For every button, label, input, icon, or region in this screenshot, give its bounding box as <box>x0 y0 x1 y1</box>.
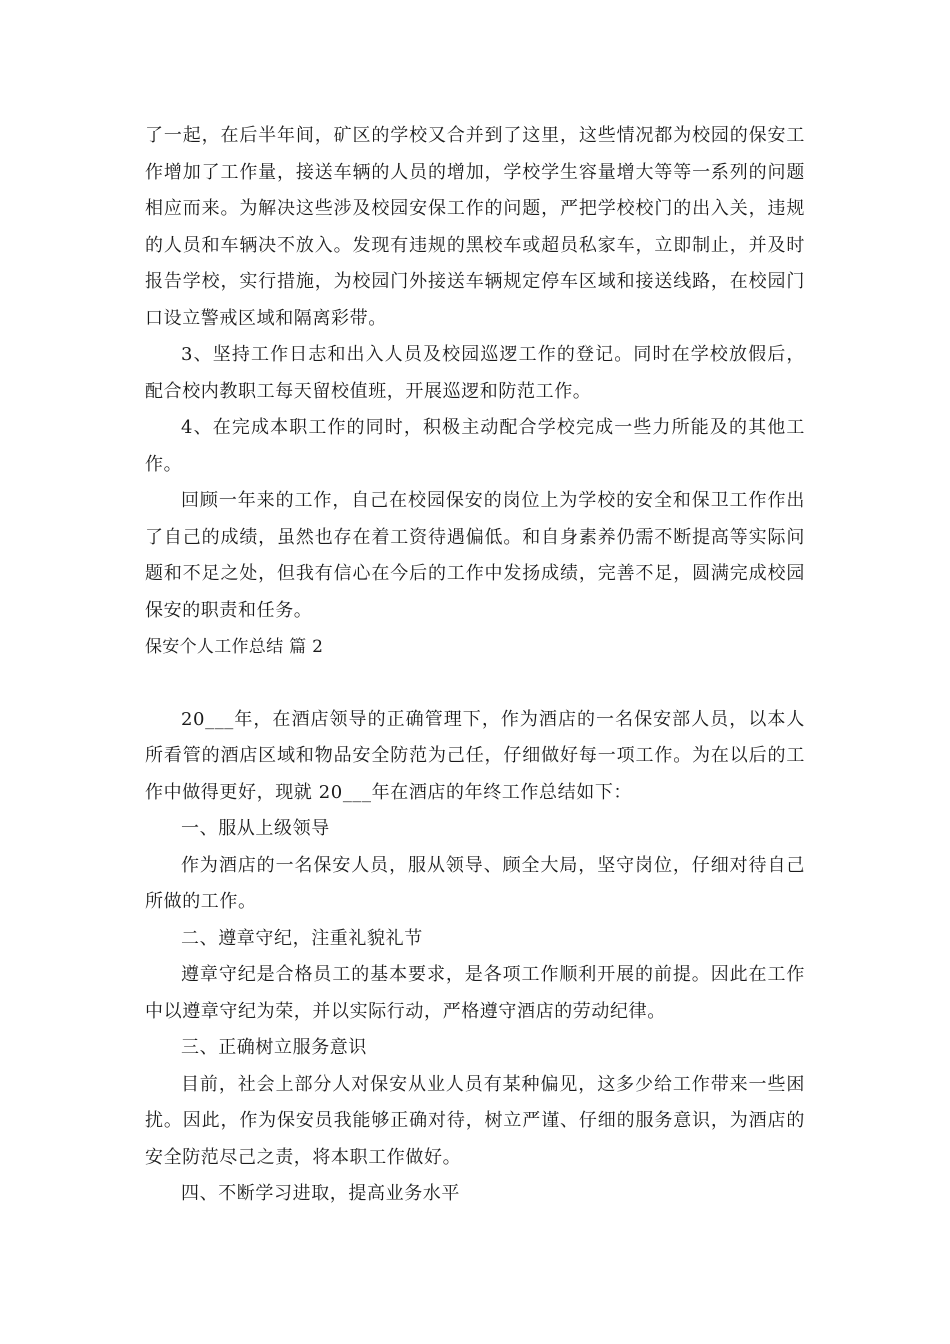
document-page <box>145 118 805 1213</box>
paragraph-intro: 20___年，在酒店领导的正确管理下，作为酒店的一名保安部人员，以本人所看管的酒店区域和物品安全防范为己任，仔细做好每一项工作。为在以后的工作中做得更好，现就 20___年在酒店的年终工作总结如下： <box>145 708 805 803</box>
section-spacer <box>145 666 805 702</box>
subheading-2: 二、遵章守纪，注重礼貌礼节 <box>181 927 423 949</box>
subheading-1: 一、服从上级领导 <box>181 818 330 839</box>
paragraph-item-4: 4、在完成本职工作的同时，积极主动配合学校完成一些力所能及的其他工作。 <box>145 417 805 475</box>
paragraph-continuation: 了一起，在后半年间，矿区的学校又合并到了这里，这些情况都为校园的保安工作增加了工作量，接送车辆的人员的增加，学校学生容量增大等等一系列的问题相应而来。为解决这些涉及校园安保工作的问题，严把学校校门的出入关，违规的人员和车辆决不放入。发现有违规的黑校车或超员私家车，立即制止，并及时报告学校，实行措施，为校园门外接送车辆规定停车区域和接送线路，在校园门口设立警戒区域和隔离彩带。 <box>145 125 805 329</box>
subheading-4: 四、不断学习进取，提高业务水平 <box>181 1183 460 1204</box>
paragraph-1: 作为酒店的一名保安人员，服从领导、顾全大局，坚守岗位，仔细对待自己所做的工作。 <box>145 854 805 912</box>
paragraph-review: 回顾一年来的工作，自己在校园保安的岗位上为学校的安全和保卫工作作出了自己的成绩，虽然也存在着工资待遇偏低。和自身素养仍需不断提高等实际问题和不足之处，但我有信心在今后的工作中发扬成绩，完善不足，圆满完成校园保安的职责和任务。 <box>145 490 805 621</box>
section-title: 保安个人工作总结 篇 2 <box>145 637 324 657</box>
subheading-3: 三、正确树立服务意识 <box>181 1037 367 1058</box>
paragraph-2: 遵章守纪是合格员工的基本要求，是各项工作顺利开展的前提。因此在工作中以遵章守纪为荣，并以实际行动，严格遵守酒店的劳动纪律。 <box>145 964 805 1022</box>
paragraph-3: 目前，社会上部分人对保安从业人员有某种偏见，这多少给工作带来一些困扰。因此，作为保安员我能够正确对待，树立严谨、仔细的服务意识，为酒店的安全防范尽己之责，将本职工作做好。 <box>145 1073 805 1168</box>
paragraph-item-3: 3、坚持工作日志和出入人员及校园巡逻工作的登记。同时在学校放假后，配合校内教职工每天留校值班，开展巡逻和防范工作。 <box>145 344 805 402</box>
